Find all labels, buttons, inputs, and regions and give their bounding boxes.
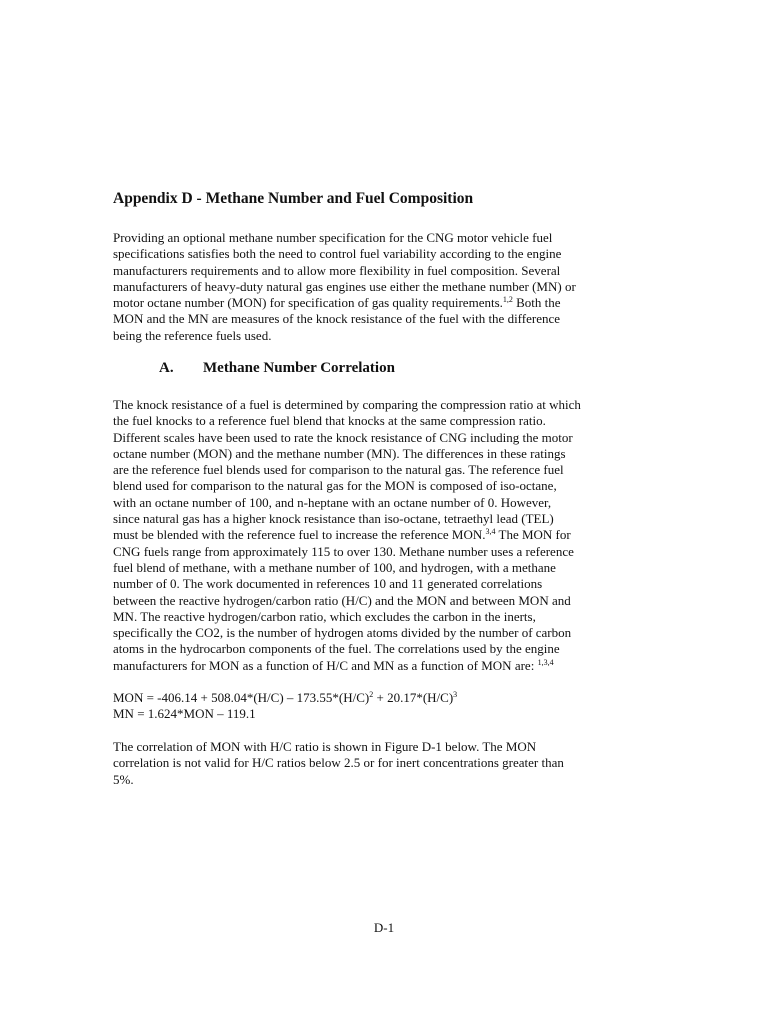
text-line: Different scales have been used to rate the knock resistance of CNG including the motor	[113, 429, 573, 445]
eq-text: MON = -406.14 + 508.04*(H/C) – 173.55*(H/C)	[113, 690, 370, 705]
exponent: 3	[453, 690, 458, 699]
text-line: specifications satisfies both the need to control fuel variability according to the engine	[113, 246, 562, 262]
text-line	[113, 295, 659, 311]
text-line: the fuel knocks to a reference fuel blend that knocks at the same compression ratio.	[113, 413, 546, 429]
text-line: fuel blend of methane, with a methane number of 100, and hydrogen, with a methane	[113, 559, 556, 575]
body-paragraph	[113, 397, 659, 674]
eq-text: + 20.17*(H/C)	[373, 690, 454, 705]
text-line: correlation is not valid for H/C ratios below 2.5 or for inert concentrations greater than	[113, 755, 564, 771]
reference-superscript: 1,3,4	[537, 657, 554, 667]
exponent: 2	[369, 690, 374, 699]
text-line: Providing an optional methane number specification for the CNG motor vehicle fuel	[113, 230, 553, 245]
reference-superscript: 3,4	[485, 527, 496, 537]
text-line: being the reference fuels used.	[113, 327, 272, 343]
section-heading	[159, 360, 395, 377]
line-text: Both the	[512, 295, 561, 311]
intro-paragraph	[113, 230, 659, 344]
mn-equation: MN = 1.624*MON – 119.1	[113, 706, 256, 721]
line-text: must be blended with the reference fuel to increase the reference MON.	[113, 527, 486, 543]
text-line: blend used for comparison to the natural gas for the MON is composed of iso-octane,	[113, 478, 557, 494]
text-line: are the reference fuel blends used for comparison to the natural gas. The reference fuel	[113, 462, 564, 478]
text-line: CNG fuels range from approximately 115 to over 130. Methane number uses a reference	[113, 543, 574, 559]
line-text: manufacturers for MON as a function of H/C and MN as a function of MON are:	[113, 657, 535, 673]
text-line: since natural gas has a higher knock resistance than iso-octane, tetraethyl lead (TEL)	[113, 511, 554, 527]
appendix-title: Appendix D - Methane Number and Fuel Composition	[113, 190, 474, 207]
text-line: with an octane number of 100, and n-heptane with an octane number of 0. However,	[113, 494, 552, 510]
text-line: manufacturers requirements and to allow more flexibility in fuel composition. Several	[113, 262, 561, 278]
text-line: MN. The reactive hydrogen/carbon ratio, which excludes the carbon in the inerts,	[113, 608, 536, 624]
text-line: specifically the CO2, is the number of hydrogen atoms divided by the number of carbon	[113, 625, 572, 641]
text-line: The correlation of MON with H/C ratio is shown in Figure D-1 below. The MON	[113, 739, 537, 754]
text-line: between the reactive hydrogen/carbon ratio (H/C) and the MON and between MON and	[113, 592, 571, 608]
text-line: 5%.	[113, 771, 134, 787]
mon-equation	[113, 690, 659, 706]
line-text: The MON for	[495, 527, 571, 543]
text-line	[113, 527, 659, 543]
text-line: The knock resistance of a fuel is determined by comparing the compression ratio at which	[113, 397, 581, 412]
line-text: motor octane number (MON) for specification of gas quality requirements.	[113, 295, 503, 311]
equations	[113, 690, 659, 722]
text-line: octane number (MON) and the methane number (MN). The differences in these ratings	[113, 445, 566, 461]
page-number: D-1	[373, 920, 395, 935]
reference-superscript: 1,2	[502, 295, 513, 305]
text-line: number of 0. The work documented in references 10 and 11 generated correlations	[113, 576, 543, 592]
text-line: manufacturers of heavy-duty natural gas engines use either the methane number (MN) or	[113, 278, 576, 294]
text-line: atoms in the hydrocarbon components of the fuel. The correlations used by the engine	[113, 641, 560, 657]
text-line	[113, 658, 659, 674]
text-line: MON and the MN are measures of the knock resistance of the fuel with the difference	[113, 311, 561, 327]
section-title: Methane Number Correlation	[203, 360, 395, 376]
section-letter: A.	[159, 360, 174, 376]
closing-paragraph	[113, 739, 659, 788]
